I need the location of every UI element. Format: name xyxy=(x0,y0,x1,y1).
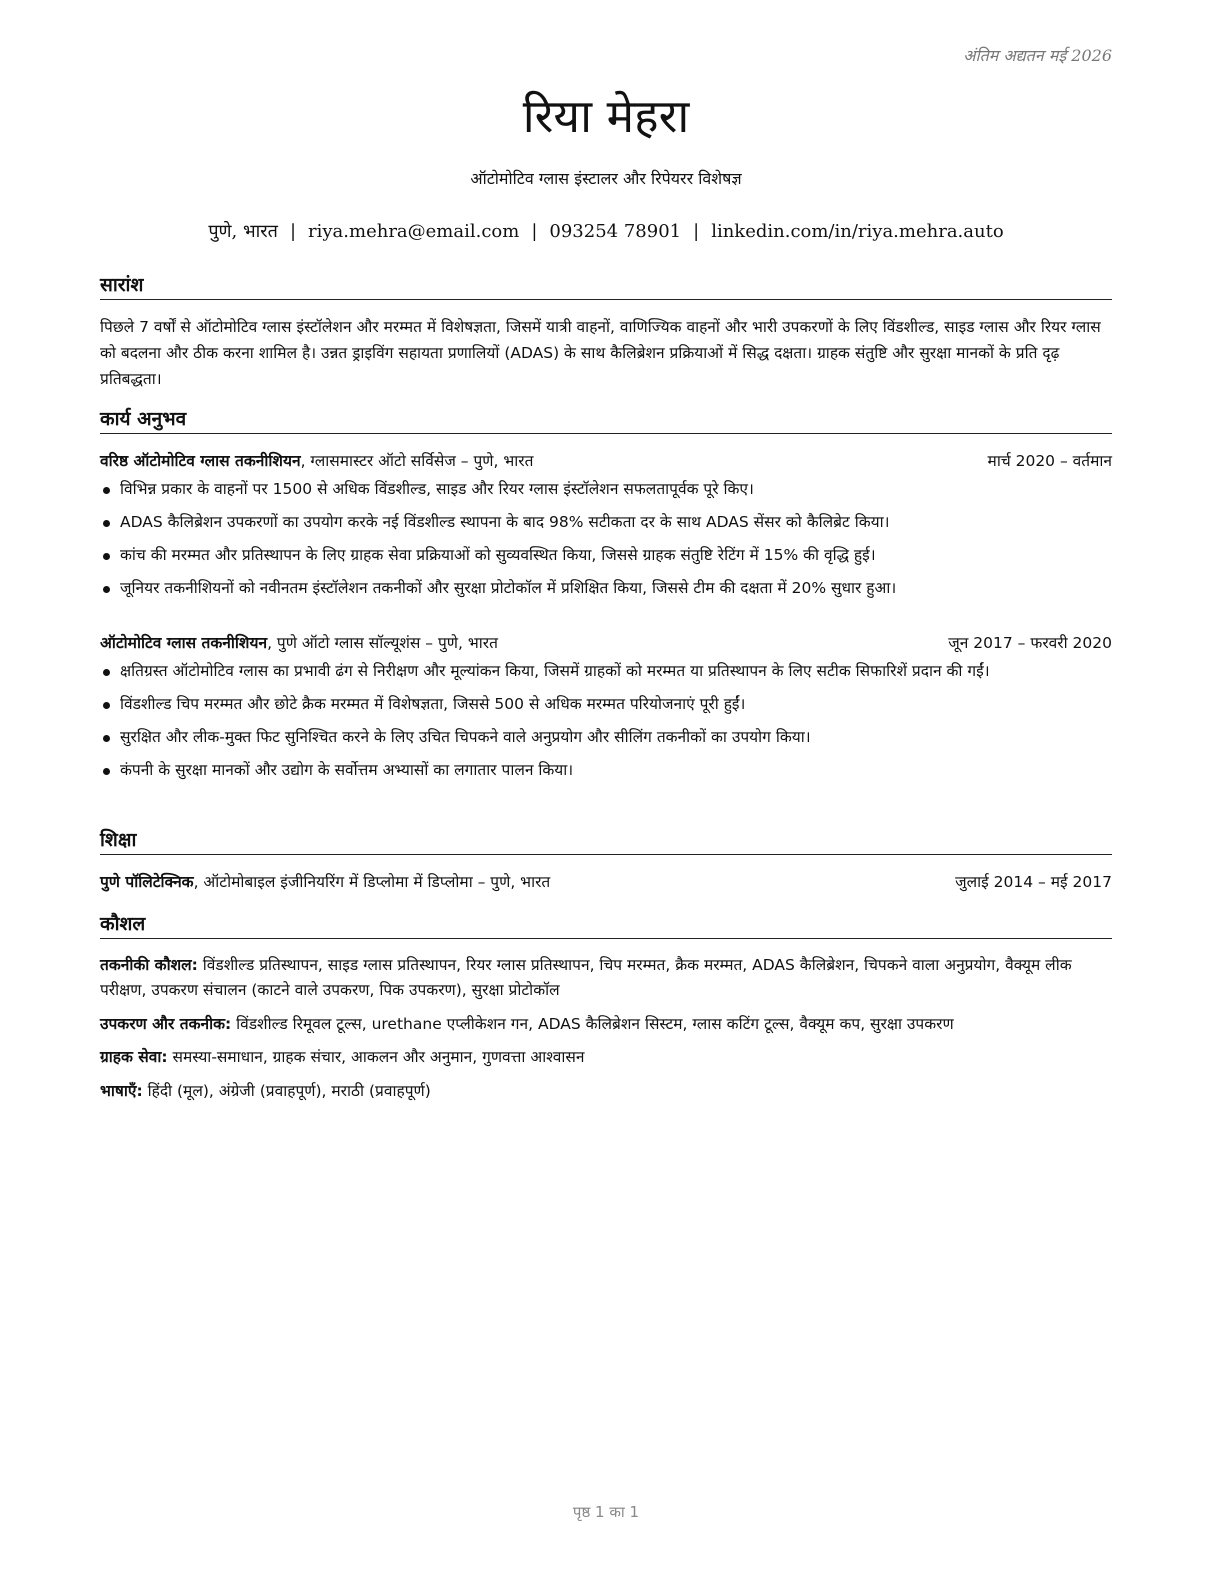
job-role: वरिष्ठ ऑटोमोटिव ग्लास तकनीशियन xyxy=(100,452,301,470)
list-item: विभिन्न प्रकार के वाहनों पर 1500 से अधिक विंडशील्ड, साइड और रियर ग्लास इंस्टॉलेशन सफलतापूर्वक पूरे किए। xyxy=(100,477,1112,502)
job-bullets xyxy=(100,477,1112,609)
skill-line xyxy=(100,953,1112,1003)
job-dates: मार्च 2020 – वर्तमान xyxy=(987,452,1112,470)
list-item: कांच की मरम्मत और प्रतिस्थापन के लिए ग्राहक सेवा प्रक्रियाओं को सुव्यवस्थित किया, जिससे ग्राहक संतुष्टि रेटिंग में 15% की वृद्धि हुई। xyxy=(100,543,1112,568)
contact-location: पुणे, भारत xyxy=(208,221,278,242)
education-dates: जुलाई 2014 – मई 2017 xyxy=(955,873,1112,891)
job-bullets xyxy=(100,659,1112,791)
headline: ऑटोमोटिव ग्लास इंस्टालर और रिपेयरर विशेषज्ञ xyxy=(470,169,742,188)
job-role: ऑटोमोटिव ग्लास तकनीशियन xyxy=(100,634,268,652)
list-item: सुरक्षित और लीक-मुक्त फिट सुनिश्चित करने के लिए उचित चिपकने वाले अनुप्रयोग और सीलिंग तकनीकों का उपयोग किया। xyxy=(100,725,1112,750)
skill-line xyxy=(100,1012,1112,1037)
skill-line xyxy=(100,1045,1112,1070)
job-org: , ग्लासमास्टर ऑटो सर्विसेज – पुणे, भारत xyxy=(300,452,534,470)
skill-label: भाषाएँ: xyxy=(100,1082,143,1100)
separator: | xyxy=(531,221,538,242)
section-title-education: शिक्षा xyxy=(100,826,1112,855)
section-title-experience: कार्य अनुभव xyxy=(100,405,1112,434)
separator: | xyxy=(289,221,297,242)
list-item: विंडशील्ड चिप मरम्मत और छोटे क्रैक मरम्मत में विशेषज्ञता, जिससे 500 से अधिक मरम्मत परियोजनाएं पूरी हुईं। xyxy=(100,692,1112,717)
list-item: जूनियर तकनीशियनों को नवीनतम इंस्टॉलेशन तकनीकों और सुरक्षा प्रोटोकॉल में प्रशिक्षित किया, जिससे टीम की दक्षता में 20% सुधार हुआ। xyxy=(100,576,1112,601)
education-institution: पुणे पॉलिटेक्निक xyxy=(100,873,194,891)
list-item: ADAS कैलिब्रेशन उपकरणों का उपयोग करके नई विंडशील्ड स्थापना के बाद 98% सटीकता दर के साथ ADAS सेंसर को कैलिब्रेट किया। xyxy=(100,510,1112,535)
job-org: , पुणे ऑटो ग्लास सॉल्यूशंस – पुणे, भारत xyxy=(267,634,498,652)
job-dates: जून 2017 – फरवरी 2020 xyxy=(948,634,1112,652)
contact-phone: 093254 78901 xyxy=(549,221,682,242)
job-header xyxy=(100,449,1112,471)
job-title-line xyxy=(100,631,498,653)
skill-value: हिंदी (मूल), अंग्रेजी (प्रवाहपूर्ण), मराठी (प्रवाहपूर्ण) xyxy=(142,1082,431,1100)
section-title-summary: सारांश xyxy=(100,271,1112,300)
separator: | xyxy=(693,221,700,242)
list-item: कंपनी के सुरक्षा मानकों और उद्योग के सर्वोत्तम अभ्यासों का लगातार पालन किया। xyxy=(100,758,1112,783)
job-header xyxy=(100,631,1112,653)
contact-email[interactable]: riya.mehra@email.com xyxy=(308,221,520,242)
skill-label: तकनीकी कौशल: xyxy=(100,956,198,974)
skill-value: समस्या-समाधान, ग्राहक संचार, आकलन और अनुमान, गुणवत्ता आश्वासन xyxy=(167,1048,585,1066)
skill-value: विंडशील्ड रिमूवल टूल्स, urethane एप्लीकेशन गन, ADAS कैलिब्रेशन सिस्टम, ग्लास कटिंग टूल्स, वैक्यूम कप, सुरक्षा उपकरण xyxy=(231,1015,954,1033)
education-line xyxy=(100,870,550,892)
contact-line xyxy=(100,219,1112,243)
candidate-name: रिया मेहरा xyxy=(522,89,690,143)
education-detail: , ऑटोमोबाइल इंजीनियरिंग में डिप्लोमा में डिप्लोमा – पुणे, भारत xyxy=(193,873,551,891)
job-title-line xyxy=(100,449,533,471)
page-footer: पृष्ठ 1 का 1 xyxy=(572,1503,640,1521)
skill-label: उपकरण और तकनीक: xyxy=(100,1015,232,1033)
list-item: क्षतिग्रस्त ऑटोमोटिव ग्लास का प्रभावी ढंग से निरीक्षण और मूल्यांकन किया, जिसमें ग्राहकों को मरम्मत या प्रतिस्थापन के लिए सटीक सिफारिशें प्रदान की गईं। xyxy=(100,659,1112,684)
education-entry xyxy=(100,870,1112,892)
contact-linkedin[interactable]: linkedin.com/in/riya.mehra.auto xyxy=(711,221,1004,242)
summary-text: पिछले 7 वर्षों से ऑटोमोटिव ग्लास इंस्टॉलेशन और मरम्मत में विशेषज्ञता, जिसमें यात्री वाहनों, वाणिज्यिक वाहनों और भारी उपकरणों के लिए विंडशील्ड, साइड ग्लास और रियर ग्लास को बदलना और ठीक करना शामिल है। उन्नत ड्राइविंग सहायता प्रणालियों (ADAS) के साथ कैलिब्रेशन प्रक्रियाओं में सिद्ध दक्षता। ग्राहक संतुष्टि और सुरक्षा मानकों के प्रति दृढ़ प्रतिबद्धता। xyxy=(100,318,1101,388)
skill-line xyxy=(100,1079,1112,1104)
last-updated: अंतिम अद्यतन मई 2026 xyxy=(963,46,1112,65)
skill-label: ग्राहक सेवा: xyxy=(100,1048,168,1066)
section-title-skills: कौशल xyxy=(100,910,1112,939)
skill-value: विंडशील्ड प्रतिस्थापन, साइड ग्लास प्रतिस्थापन, रियर ग्लास प्रतिस्थापन, चिप मरम्मत, क्रैक मरम्मत, ADAS कैलिब्रेशन, चिपकने वाला अनुप्रयोग, वैक्यूम लीक परीक्षण, उपकरण संचालन (काटने वाले उपकरण, पिक उपकरण), सुरक्षा प्रोटोकॉल xyxy=(100,956,1072,999)
